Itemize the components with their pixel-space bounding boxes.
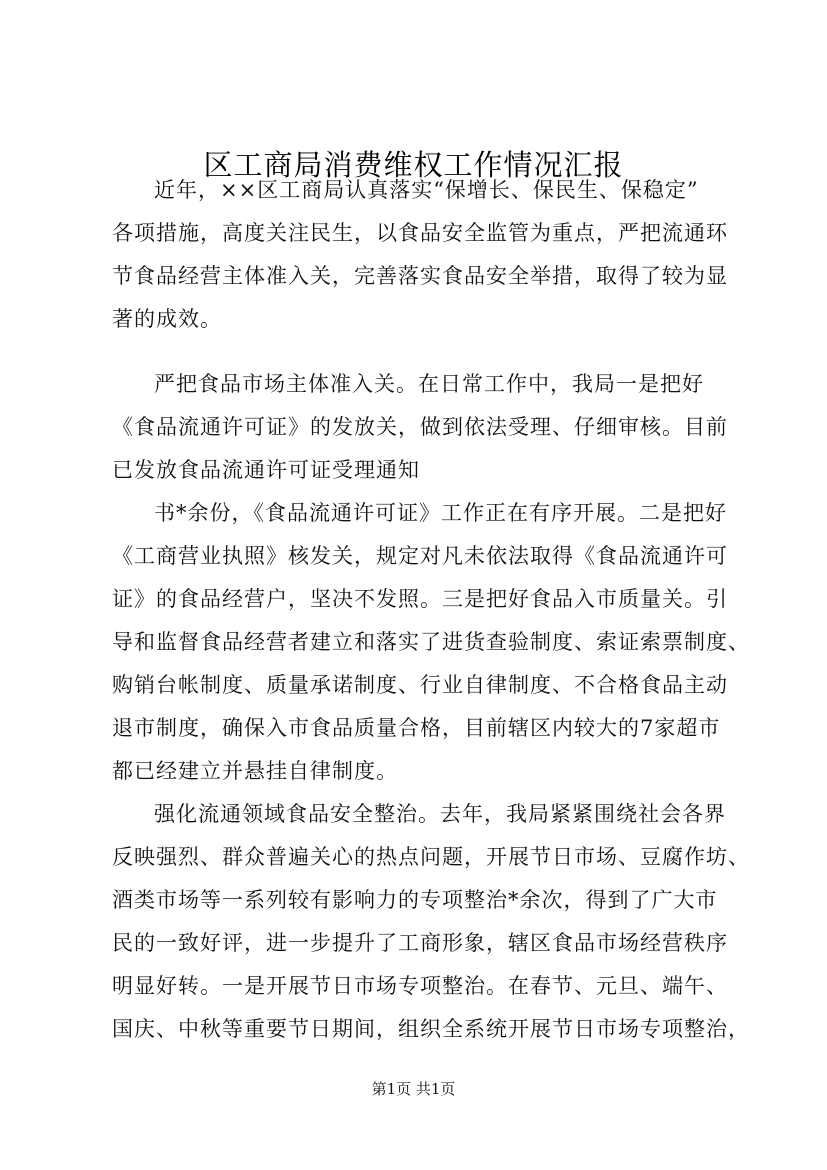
text-line: 著的成效。 bbox=[112, 307, 222, 331]
text-line: 各项措施，高度关注民生，以食品安全监管为重点，严把流通环 bbox=[112, 221, 728, 245]
text-line: 强化流通领域食品安全整治。去年，我局紧紧围绕社会各界 bbox=[154, 802, 726, 826]
text-line: 国庆、中秋等重要节日期间，组织全系统开展节日市场专项整治， bbox=[112, 1017, 750, 1041]
text-line: 《食品流通许可证》的发放关，做到依法受理、仔细审核。目前 bbox=[112, 415, 728, 439]
text-line: 已发放食品流通许可证受理通知 bbox=[112, 458, 420, 482]
text-line: 反映强烈、群众普遍关心的热点问题，开展节日市场、豆腐作坊、 bbox=[112, 845, 750, 869]
text-line: 证》的食品经营户，坚决不发照。三是把好食品入市质量关。引 bbox=[112, 587, 728, 611]
page-footer: 第1页 共1页 bbox=[371, 1080, 456, 1098]
text-line: 书*余份，《食品流通许可证》工作正在有序开展。二是把好 bbox=[154, 501, 727, 525]
text-line: 退市制度，确保入市食品质量合格，目前辖区内较大的7家超市 bbox=[112, 716, 721, 740]
text-line: 严把食品市场主体准入关。在日常工作中，我局一是把好 bbox=[154, 372, 704, 396]
text-line: 导和监督食品经营者建立和落实了进货查验制度、索证索票制度、 bbox=[112, 630, 750, 654]
text-line: 民的一致好评，进一步提升了工商形象，辖区食品市场经营秩序 bbox=[112, 931, 728, 955]
text-line: 明显好转。一是开展节日市场专项整治。在春节、元旦、端午、 bbox=[112, 974, 728, 998]
text-line: 《工商营业执照》核发关，规定对凡未依法取得《食品流通许可 bbox=[112, 544, 728, 568]
document-title: 区工商局消费维权工作情况汇报 bbox=[203, 148, 624, 182]
text-line: 酒类市场等一系列较有影响力的专项整治*余次，得到了广大市 bbox=[112, 888, 718, 912]
text-line: 都已经建立并悬挂自律制度。 bbox=[112, 759, 398, 783]
text-line: 购销台帐制度、质量承诺制度、行业自律制度、不合格食品主动 bbox=[112, 673, 728, 697]
text-line: 节食品经营主体准入关，完善落实食品安全举措，取得了较为显 bbox=[112, 264, 728, 288]
text-line: 近年，××区工商局认真落实“保增长、保民生、保稳定” bbox=[154, 178, 699, 202]
